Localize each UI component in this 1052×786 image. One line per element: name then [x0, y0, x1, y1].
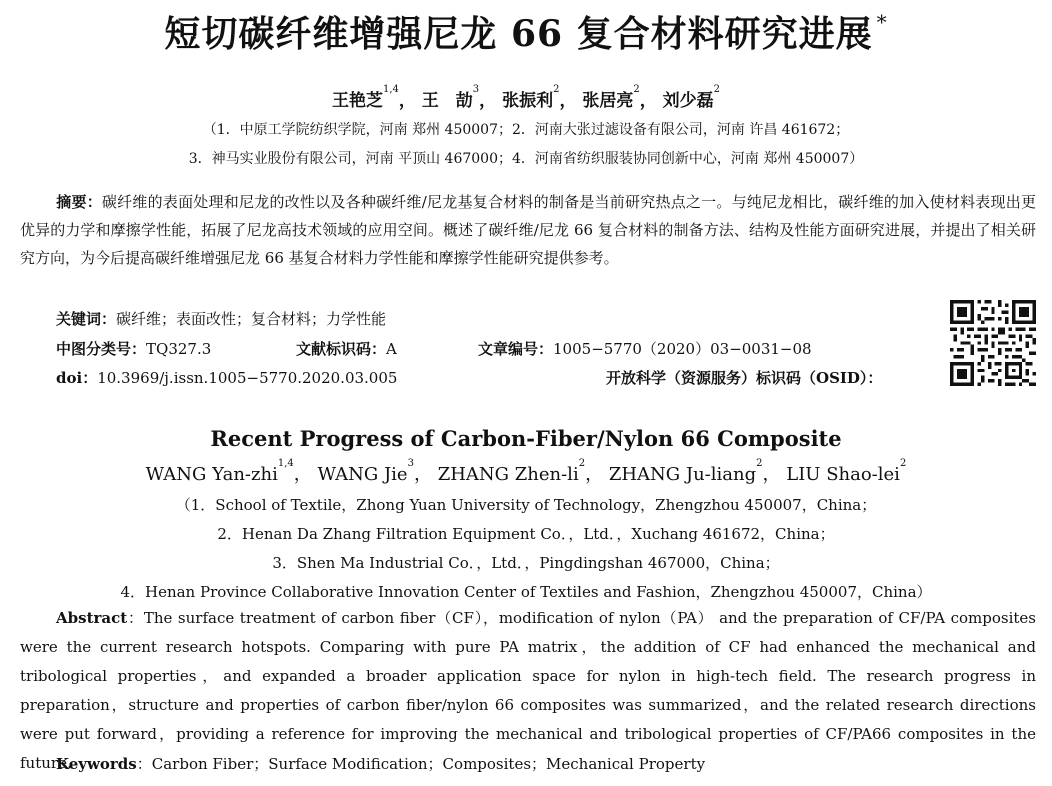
en-author-separator: ， — [762, 464, 781, 485]
en-author-1: WANG Yan-zhi — [145, 464, 278, 485]
english-keywords-label: Keywords — [56, 755, 137, 773]
osid-label — [606, 367, 882, 388]
en-author-5: LIU Shao-lei — [786, 464, 900, 485]
english-title: Recent Progress of Carbon-Fiber/Nylon 66 Composite — [210, 426, 842, 451]
author-1: 王艳芝 — [331, 91, 383, 111]
author-1-affil: 1,4 — [382, 84, 399, 95]
en-author-separator: ， — [413, 464, 432, 485]
english-keywords — [56, 753, 705, 774]
osid-qr-code-icon — [950, 300, 1036, 386]
author-2: 王 劼 — [421, 91, 473, 111]
english-affiliation-line-3: 3．Shen Ma Industrial Co．，Ltd．，Pingdingshan 467000，China； — [272, 554, 780, 572]
english-keywords-text: Carbon Fiber；Surface Modification；Composites；Mechanical Property — [151, 755, 706, 773]
author-4-affil: 2 — [633, 84, 640, 95]
en-author-3: ZHANG Zhen-li — [437, 464, 579, 485]
chinese-abstract-label: 摘要： — [56, 193, 102, 211]
title-footnote-mark: * — [876, 10, 888, 34]
clc-number — [56, 338, 211, 359]
english-abstract — [20, 604, 1036, 778]
english-affiliation-line-1: （1．School of Textile，Zhong Yuan University of Technology，Zhengzhou 450007，China； — [175, 496, 877, 514]
document-code — [296, 338, 397, 359]
en-author-separator: ， — [585, 464, 604, 485]
chinese-abstract-text: 碳纤维的表面处理和尼龙的改性以及各种碳纤维/尼龙基复合材料的制备是当前研究热点之一。与纯尼龙相比，碳纤维的加入使材料表现出更优异的力学和摩擦学性能，拓展了尼龙高技术领域的应用空间。概述了碳纤维/尼龙 66 复合材料的制备方法、结构及性能方面研究进展，并提出了相关研究方向，为今后提高碳纤维增强尼龙 66 基复合材料力学性能和摩擦学性能研究提供参考。 — [20, 193, 1036, 267]
author-separator: ， — [639, 91, 657, 111]
english-abstract-colon: ： — [127, 609, 144, 627]
clc-label: 中图分类号： — [56, 340, 147, 358]
en-author-4-affil: 2 — [756, 458, 763, 469]
doccode-value: A — [386, 340, 397, 358]
english-abstract-label: Abstract — [56, 609, 128, 627]
en-author-1-affil: 1,4 — [277, 458, 294, 469]
keywords-text: 碳纤维；表面改性；复合材料；力学性能 — [116, 310, 387, 328]
chinese-affiliation-line-1: （1．中原工学院纺织学院，河南 郑州 450007；2．河南大张过滤设备有限公司，河南 许昌 461672； — [202, 122, 850, 138]
article-number-label: 文章编号： — [478, 340, 554, 358]
english-authors — [0, 460, 1052, 486]
en-author-2-affil: 3 — [407, 458, 414, 469]
chinese-title-text: 短切碳纤维增强尼龙 66 复合材料研究进展 — [164, 13, 873, 55]
en-author-separator: ， — [293, 464, 312, 485]
keywords-label: 关键词： — [56, 310, 117, 328]
en-author-4: ZHANG Ju-liang — [608, 464, 757, 485]
clc-value: TQ327.3 — [146, 340, 212, 358]
article-number-value: 1005−5770（2020）03−0031−08 — [553, 340, 812, 358]
en-author-3-affil: 2 — [578, 458, 586, 469]
chinese-affiliation-line-2: 3．神马实业股份有限公司，河南 平顶山 467000；4．河南省纺织服装协同创新中心，河南 郑州 450007） — [188, 151, 864, 167]
author-5-affil: 2 — [713, 84, 721, 95]
chinese-keywords — [56, 308, 386, 329]
author-2-affil: 3 — [472, 84, 480, 95]
doi-label: doi： — [56, 369, 98, 387]
english-affiliation-line-2: 2．Henan Da Zhang Filtration Equipment Co．，Ltd．，Xuchang 461672，China； — [217, 525, 835, 543]
article-number — [478, 338, 812, 359]
author-5: 刘少磊 — [662, 91, 714, 111]
en-author-5-affil: 2 — [899, 458, 907, 469]
author-3: 张振利 — [502, 91, 554, 111]
author-separator: ， — [398, 91, 416, 111]
english-abstract-text: The surface treatment of carbon fiber（CF），modification of nylon（PA） and the preparation of CF/PA composites were the current research hotspots. Comparing with pure PA matrix，the addition of CF had enhanced the mechanical and tribological properties，and expanded a broader application space for nylon in high-tech field. The research progress in preparation，structure and properties of carbon fiber/nylon 66 composites was summarized，and the related research directions were put forward，providing a reference for improving the mechanical and tribological properties of CF/PA66 composites in the future. — [20, 609, 1036, 772]
doi-value: 10.3969/j.issn.1005−5770.2020.03.005 — [97, 369, 398, 387]
english-keywords-colon: ： — [136, 755, 152, 773]
author-4: 张居亮 — [582, 91, 634, 111]
author-3-affil: 2 — [553, 84, 560, 95]
chinese-authors — [0, 86, 1052, 111]
author-separator: ， — [479, 91, 497, 111]
doccode-label: 文献标识码： — [296, 340, 387, 358]
doi — [56, 367, 397, 388]
en-author-2: WANG Jie — [317, 464, 408, 485]
chinese-abstract — [20, 188, 1036, 272]
english-affiliation-line-4: 4．Henan Province Collaborative Innovation Center of Textiles and Fashion，Zhengzhou 450007，China） — [120, 583, 932, 601]
author-separator: ， — [559, 91, 577, 111]
osid-label-text: 开放科学（资源服务）标识码（OSID）： — [606, 369, 883, 387]
chinese-title — [0, 6, 1052, 57]
